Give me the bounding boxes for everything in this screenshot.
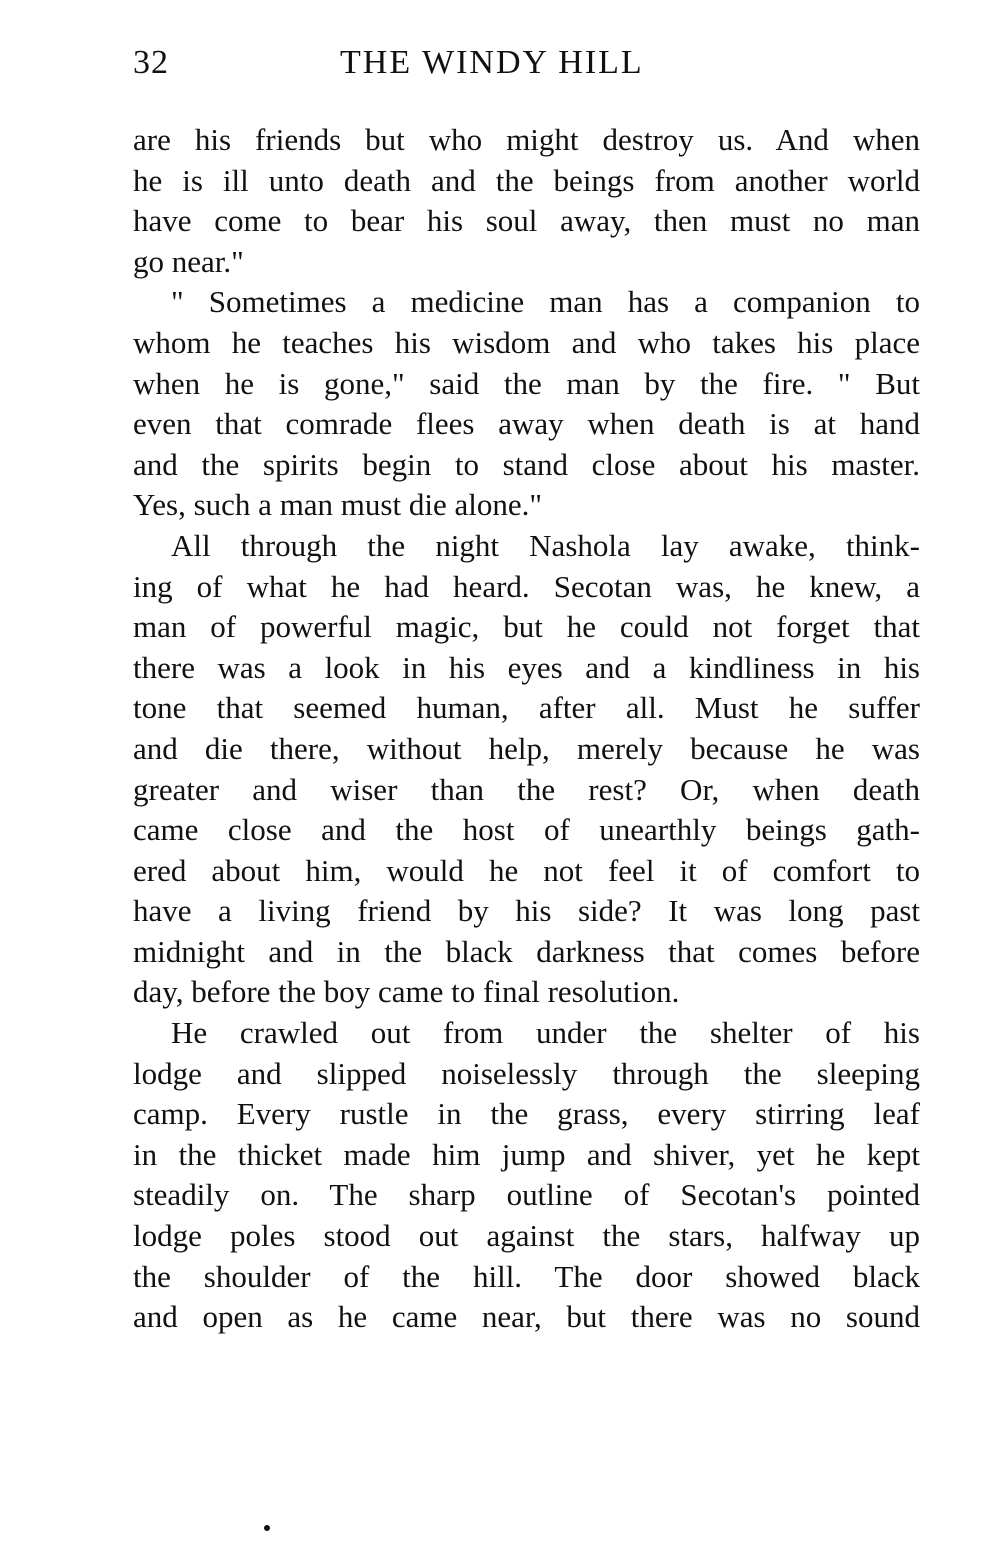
text-line: midnight and in the black darkness that comes before [133,933,920,969]
text-line: man of powerful magic, but he could not forget that [133,609,920,645]
text-line: go near." [133,243,244,279]
text-line: ered about him, would he not feel it of comfort to [133,852,920,888]
text-line: Yes, such a man must die alone." [133,487,543,523]
paragraph [133,282,920,526]
text-line: He crawled out from under the shelter of his [171,1015,920,1051]
print-speck [264,1525,270,1531]
running-head [133,44,920,92]
text-line: came close and the host of unearthly beings gath- [133,812,920,848]
text-line: in the thicket made him jump and shiver, yet he kept [133,1136,920,1172]
text-line: and open as he came near, but there was no sound [133,1299,920,1335]
paragraph [133,120,920,282]
paragraph [133,526,920,1013]
text-line: have a living friend by his side? It was long past [133,893,920,929]
text-line: have come to bear his soul away, then must no man [133,203,920,239]
running-title: THE WINDY HILL [340,44,644,81]
text-line: ing of what he had heard. Secotan was, he knew, a [133,568,920,604]
text-line: and the spirits begin to stand close about his master. [133,446,920,482]
text-line: steadily on. The sharp outline of Secotan's pointed [133,1177,920,1213]
text-line: camp. Every rustle in the grass, every stirring leaf [133,1096,920,1132]
text-line: day, before the boy came to final resolution. [133,974,680,1010]
body-text [133,120,920,1338]
paragraph [133,1013,920,1338]
text-line: and die there, without help, merely because he was [133,730,920,766]
text-line: tone that seemed human, after all. Must he suffer [133,690,920,726]
page-number: 32 [133,44,169,81]
text-line: lodge and slipped noiselessly through the sleeping [133,1055,920,1091]
text-line: " Sometimes a medicine man has a companion to [171,284,920,320]
text-line: All through the night Nashola lay awake, think- [171,527,920,563]
text-line: even that comrade flees away when death is at hand [133,406,920,442]
text-line: lodge poles stood out against the stars, halfway up [133,1218,920,1254]
text-line: when he is gone," said the man by the fire. " But [133,365,920,401]
text-line: greater and wiser than the rest? Or, when death [133,771,920,807]
text-line: are his friends but who might destroy us. And when [133,122,920,157]
text-line: whom he teaches his wisdom and who takes his place [133,324,920,360]
text-line: he is ill unto death and the beings from another world [133,162,920,198]
text-line: the shoulder of the hill. The door showed black [133,1258,920,1294]
text-line: there was a look in his eyes and a kindliness in his [133,649,920,685]
